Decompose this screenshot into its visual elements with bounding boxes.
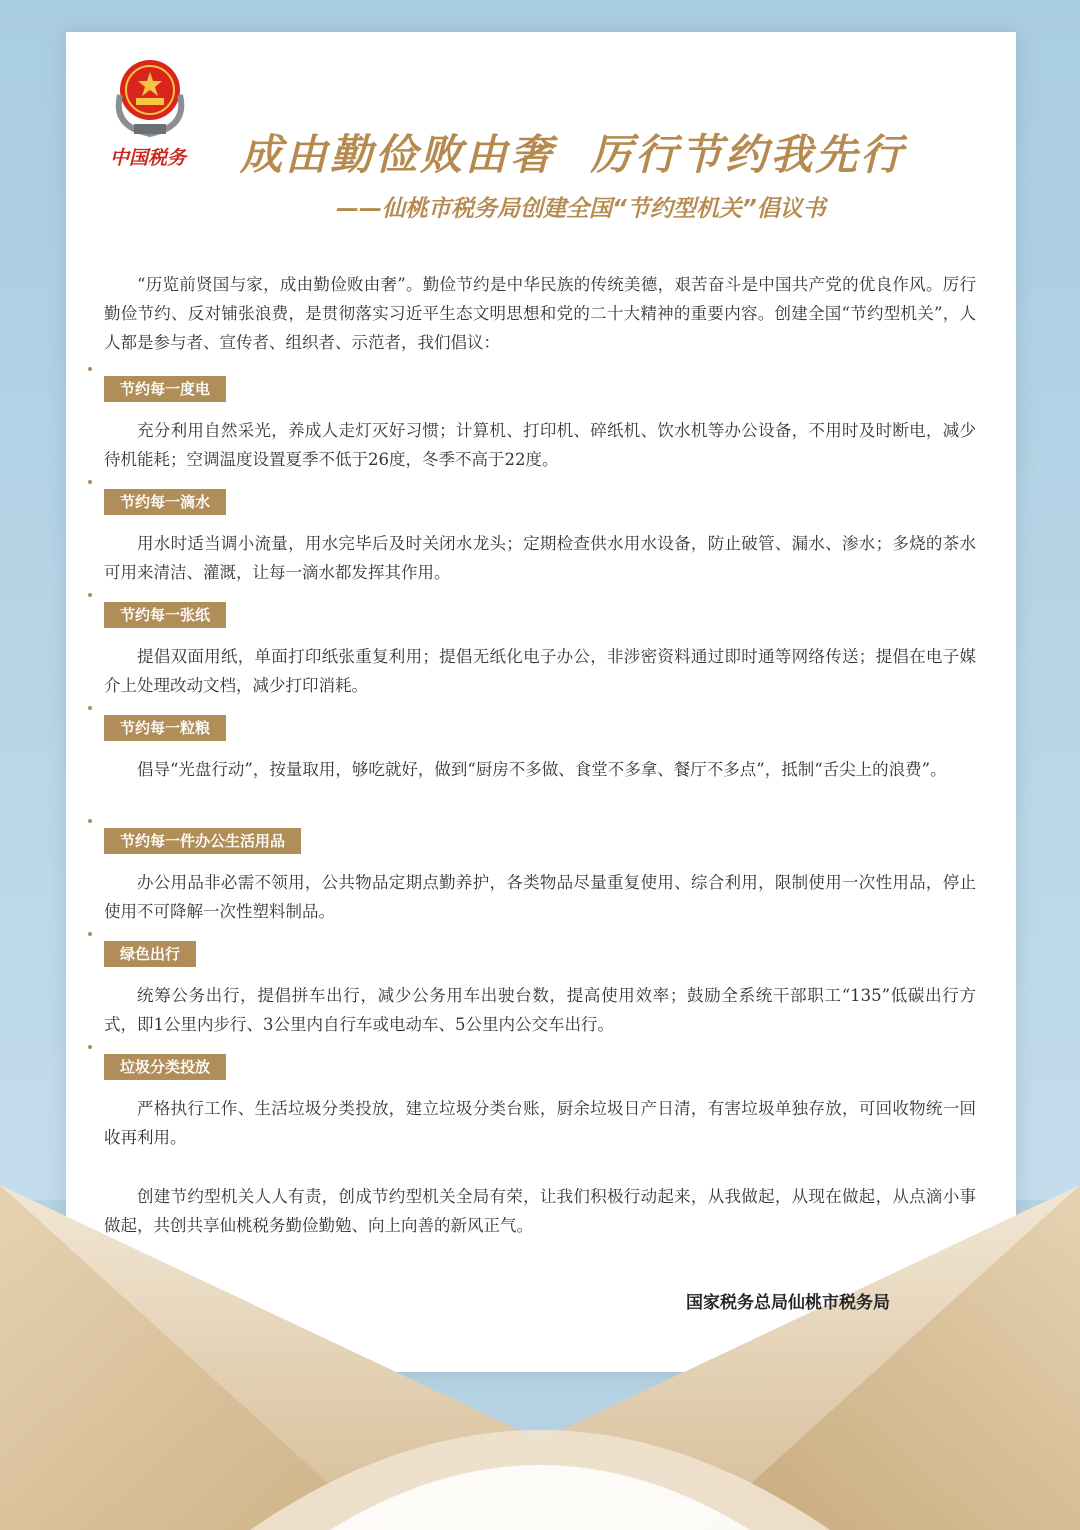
section-tag-label: 节约每一张纸 <box>120 606 211 624</box>
section-tag-label: 节约每一粒粮 <box>120 719 211 737</box>
bullet-dot-icon <box>88 480 92 484</box>
section-tag <box>104 828 301 854</box>
bullet-dot-icon <box>88 367 92 371</box>
bullet-dot-icon <box>88 1045 92 1049</box>
brand-script-icon <box>108 142 198 172</box>
section-text: 倡导“光盘行动”，按量取用，够吃就好，做到“厨房不多做、食堂不多拿、餐厅不多点”，抵制“舌尖上的浪费”。 <box>137 760 947 779</box>
brand-logo-text <box>108 142 198 172</box>
section-water <box>104 489 976 587</box>
section-tag <box>104 376 226 402</box>
intro-paragraph: “历览前贤国与家，成由勤俭败由奢”。勤俭节约是中华民族的传统美德，艰苦奋斗是中国共产党的优良作风。厉行勤俭节约、反对铺张浪费，是贯彻落实习近平生态文明思想和党的二十大精神的重要内容。创建全国“节约型机关”，人人都是参与者、宣传者、组织者、示范者，我们倡议： <box>104 275 976 352</box>
svg-text:中国税务: 中国税务 <box>110 147 187 169</box>
closing-paragraph: 创建节约型机关人人有责，创成节约型机关全局有荣，让我们积极行动起来，从我做起，从现在做起，从点滴小事做起，共创共享仙桃税务勤俭勤勉、向上向善的新风正气。 <box>104 1187 976 1235</box>
section-text: 提倡双面用纸，单面打印纸张重复利用；提倡无纸化电子办公，非涉密资料通过即时通等网络传送；提倡在电子媒介上处理改动文档，减少打印消耗。 <box>104 647 976 695</box>
bullet-dot-icon <box>88 706 92 710</box>
page-subtitle: ——仙桃市税务局创建全国“节约型机关”倡议书 <box>336 196 826 222</box>
section-paper <box>104 602 976 700</box>
section-electricity <box>104 376 976 474</box>
bullet-dot-icon <box>88 932 92 936</box>
section-tag-label: 节约每一件办公生活用品 <box>120 832 286 850</box>
bullet-dot-icon <box>88 593 92 597</box>
section-tag-label: 节约每一度电 <box>120 380 211 398</box>
section-tag <box>104 489 226 515</box>
section-tag <box>104 1054 226 1080</box>
section-tag <box>104 602 226 628</box>
section-tag-label: 节约每一滴水 <box>120 493 211 511</box>
section-green-travel <box>104 941 976 1039</box>
section-text: 充分利用自然采光，养成人走灯灭好习惯；计算机、打印机、碎纸机、饮水机等办公设备，不用时及时断电，减少待机能耗；空调温度设置夏季不低于26度，冬季不高于22度。 <box>104 421 976 469</box>
section-tag-label: 垃圾分类投放 <box>120 1058 211 1076</box>
bullet-dot-icon <box>88 819 92 823</box>
tax-emblem-icon <box>104 50 196 142</box>
section-tag-label: 绿色出行 <box>120 945 181 963</box>
signature: 国家税务总局仙桃市税务局 <box>686 1293 890 1313</box>
section-text: 严格执行工作、生活垃圾分类投放，建立垃圾分类台账，厨余垃圾日产日清，有害垃圾单独存放，可回收物统一回收再利用。 <box>104 1099 976 1147</box>
section-waste-sorting <box>104 1054 976 1152</box>
page-title: 成由勤俭败由奢 厉行节约我先行 <box>240 130 906 179</box>
section-supplies <box>104 828 976 926</box>
section-tag <box>104 941 196 967</box>
section-text: 统筹公务出行，提倡拼车出行，减少公务用车出驶台数，提高使用效率；鼓励全系统干部职工“135”低碳出行方式，即1公里内步行、3公里内自行车或电动车、5公里内公交车出行。 <box>104 986 976 1034</box>
section-text: 办公用品非必需不领用，公共物品定期点勤养护，各类物品尽量重复使用、综合利用，限制使用一次性用品，停止使用不可降解一次性塑料制品。 <box>104 873 976 921</box>
section-text: 用水时适当调小流量，用水完毕后及时关闭水龙头；定期检查供水用水设备，防止破管、漏水、渗水；多烧的茶水可用来清洁、灌溉，让每一滴水都发挥其作用。 <box>104 534 976 582</box>
section-tag <box>104 715 226 741</box>
section-food <box>104 715 976 784</box>
